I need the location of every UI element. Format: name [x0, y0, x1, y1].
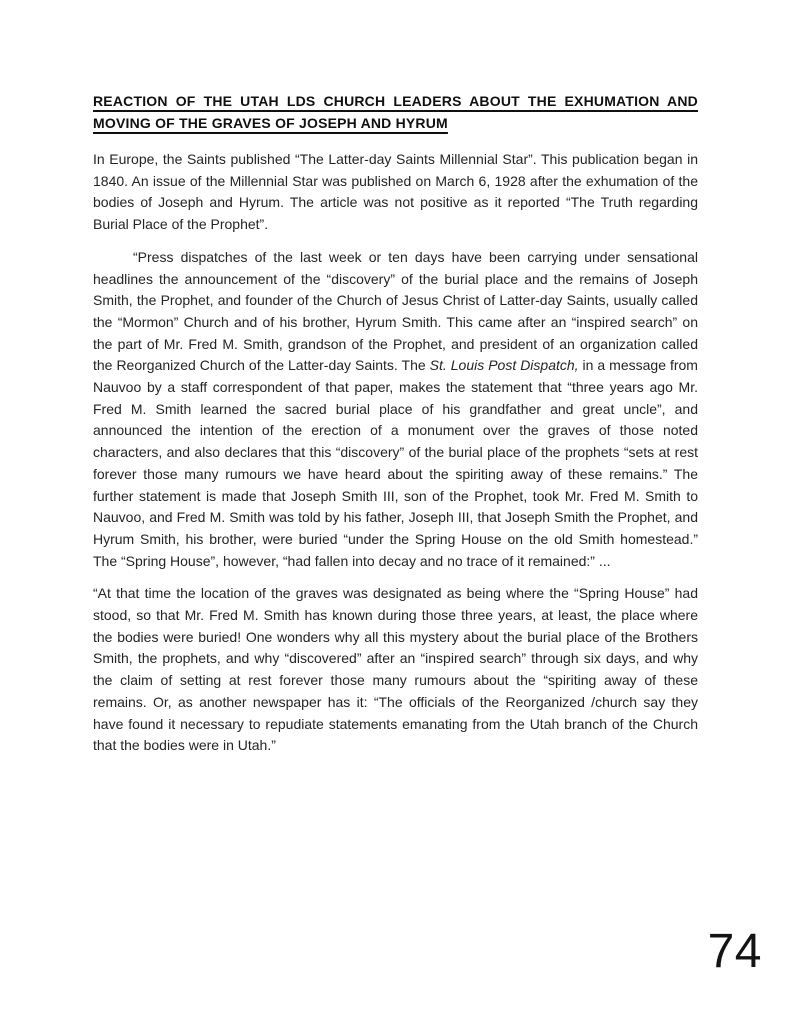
text-segment: “At that time the location of the graves was designated as being where the “Spring House” had stood, so that Mr. Fred M. Smith has known during those three years, at least, the place where the bodies were buried! One wonders why all this mystery about the burial place of the Brothers Smith, the prophets, and why “discovered” after an “inspired search” through six days, and why the claim of setting at rest forever those many rumours about the “spiriting away of these remains. Or, as another newspaper has it: “The officials of the Reorganized /church say they have found it necessary to repudiate statements emanating from the Utah branch of the Church that the bodies were in Utah.” — [93, 585, 698, 754]
text-segment: “Press dispatches of the last week or ten days have been carrying under sensational headlines the announcement of the “discovery” of the burial place and the remains of Joseph Smith, the Prophet, and founder of the Church of Jesus Christ of Latter-day Saints, usually called the “Mormon” Church and of his brother, Hyrum Smith. This came after an “inspired search” on the part of Mr. Fred M. Smith, grandson of the Prophet, and president of an organization called the Reorganized Church of the Latter-day Saints. The — [93, 248, 698, 374]
document-heading — [93, 90, 698, 134]
text-segment: In Europe, the Saints published “The Latter-day Saints Millennial Star”. This publication began in 1840. An issue of the Millennial Star was published on March 6, 1928 after the exhumation of the bodies of Joseph and Hyrum. The article was not positive as it reported “The Truth regarding Burial Place of the Prophet”. — [93, 151, 698, 233]
document-paragraphs — [93, 149, 698, 757]
document-content — [93, 90, 698, 768]
paragraph — [93, 149, 698, 236]
paragraph — [93, 247, 698, 573]
text-segment: in a message from Nauvoo by a staff correspondent of that paper, makes the statement that “three years ago Mr. Fred M. Smith learned the sacred burial place of his grandfather and great uncle”, and announced the intention of the erection of a monument over the graves of those noted characters, and also declares that this “discovery” of the burial place of the prophets “sets at rest forever those many rumours we have heard about the spiriting away of these remains.” The further statement is made that Joseph Smith III, son of the Prophet, took Mr. Fred M. Smith to Nauvoo, and Fred M. Smith was told by his father, Joseph III, that Joseph Smith the Prophet, and Hyrum Smith, his brother, were buried “under the Spring House on the old Smith homestead.” The “Spring House”, however, “had fallen into decay and no trace of it remained:” ... — [93, 357, 698, 569]
heading-line: REACTION OF THE UTAH LDS CHURCH LEADERS ABOUT THE EXHUMATION AND — [93, 93, 698, 109]
paragraph — [93, 583, 698, 757]
page-number: 74 — [707, 925, 762, 978]
italic-text-segment: St. Louis Post Dispatch, — [429, 357, 579, 374]
heading-line: MOVING OF THE GRAVES OF JOSEPH AND HYRUM — [93, 115, 448, 131]
